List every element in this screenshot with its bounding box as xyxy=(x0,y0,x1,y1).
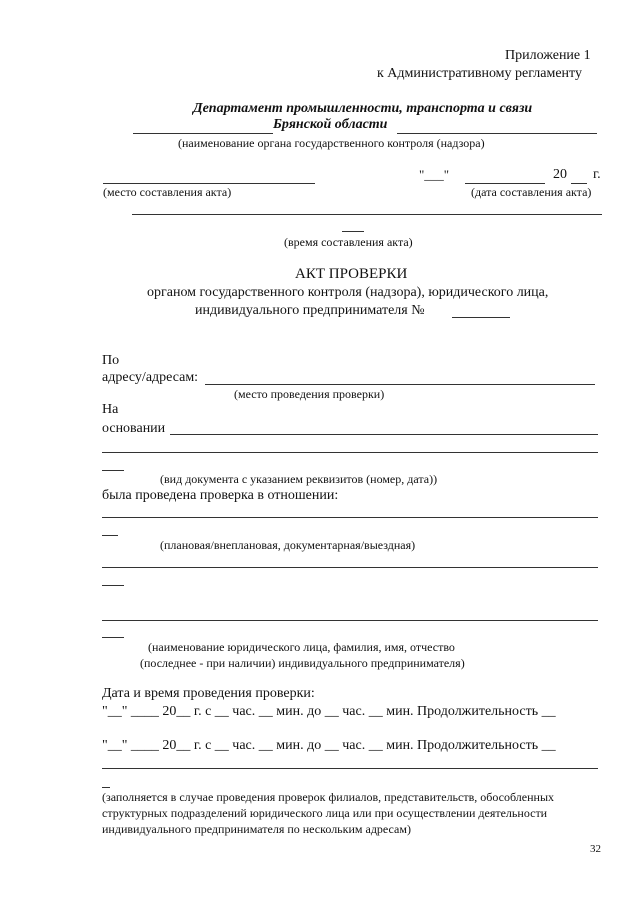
authority-line2: Брянской области xyxy=(273,117,388,132)
authority-underline-right xyxy=(397,133,597,134)
address-caption: (место проведения проверки) xyxy=(234,387,385,401)
page-number: 32 xyxy=(590,843,601,855)
act-number-line xyxy=(452,317,510,318)
authority-underline-left xyxy=(133,133,273,134)
time-short-line xyxy=(342,231,364,232)
place-caption: (место составления акта) xyxy=(103,185,232,199)
time-line xyxy=(132,214,602,215)
basis-short-line xyxy=(102,470,124,471)
entity-caption-2: (последнее - при наличии) индивидуального предпринимателя) xyxy=(140,656,465,670)
authority-line1: Департамент промышленности, транспорта и связи xyxy=(193,101,533,116)
basis-line-2 xyxy=(102,452,598,453)
subject-line-3 xyxy=(102,620,598,621)
datetime-label: Дата и время проведения проверки: xyxy=(102,686,315,701)
subject-short-line-3 xyxy=(102,637,124,638)
date-year-suffix: г. xyxy=(593,167,601,182)
basis-caption: (вид документа с указанием реквизитов (номер, дата)) xyxy=(160,472,438,486)
datetime-row-2: "__" ____ 20__ г. с __ час. __ мин. до __ час. __ мин. Продолжительность __ xyxy=(102,738,556,753)
subject-type-caption: (плановая/внеплановая, документарная/выездная) xyxy=(160,538,416,552)
address-label-2: адресу/адресам: xyxy=(102,370,199,385)
datetime-note-3: индивидуального предпринимателя по нескольким адресам) xyxy=(102,822,411,836)
subject-line-1 xyxy=(102,517,598,518)
subject-line-2 xyxy=(102,567,598,568)
datetime-short-line xyxy=(102,787,110,788)
address-line xyxy=(205,384,595,385)
datetime-note-2: структурных подразделений юридического лица или при осуществлении деятельности xyxy=(102,806,548,820)
subject-short-line-2 xyxy=(102,585,124,586)
basis-line-1 xyxy=(170,434,598,435)
time-caption: (время составления акта) xyxy=(284,235,413,249)
date-year-line xyxy=(571,183,587,184)
basis-label-1: На xyxy=(102,402,119,417)
datetime-line xyxy=(102,768,598,769)
datetime-row-1: "__" ____ 20__ г. с __ час. __ мин. до __ час. __ мин. Продолжительность __ xyxy=(102,704,556,719)
entity-caption-1: (наименование юридического лица, фамилия, имя, отчество xyxy=(148,640,455,654)
basis-label-2: основании xyxy=(102,421,166,436)
address-label-1: По xyxy=(102,353,120,368)
doc-title: АКТ ПРОВЕРКИ xyxy=(295,266,408,282)
subject-label: была проведена проверка в отношении: xyxy=(102,488,339,503)
subject-short-line-1 xyxy=(102,535,118,536)
doc-subtitle-1: органом государственного контроля (надзора), юридического лица, xyxy=(147,285,549,300)
date-day-field: "___" xyxy=(419,167,450,182)
date-caption: (дата составления акта) xyxy=(471,185,592,199)
appendix-label: Приложение 1 xyxy=(505,48,591,63)
authority-caption: (наименование органа государственного контроля (надзора) xyxy=(178,136,485,150)
date-year-prefix: 20 xyxy=(553,167,567,182)
date-month-line xyxy=(465,183,545,184)
place-line xyxy=(103,183,315,184)
datetime-note-1: (заполняется в случае проведения проверок филиалов, представительств, обособленных xyxy=(102,790,555,804)
doc-subtitle-2: индивидуального предпринимателя № xyxy=(195,303,425,318)
appendix-to-label: к Административному регламенту xyxy=(377,66,582,81)
